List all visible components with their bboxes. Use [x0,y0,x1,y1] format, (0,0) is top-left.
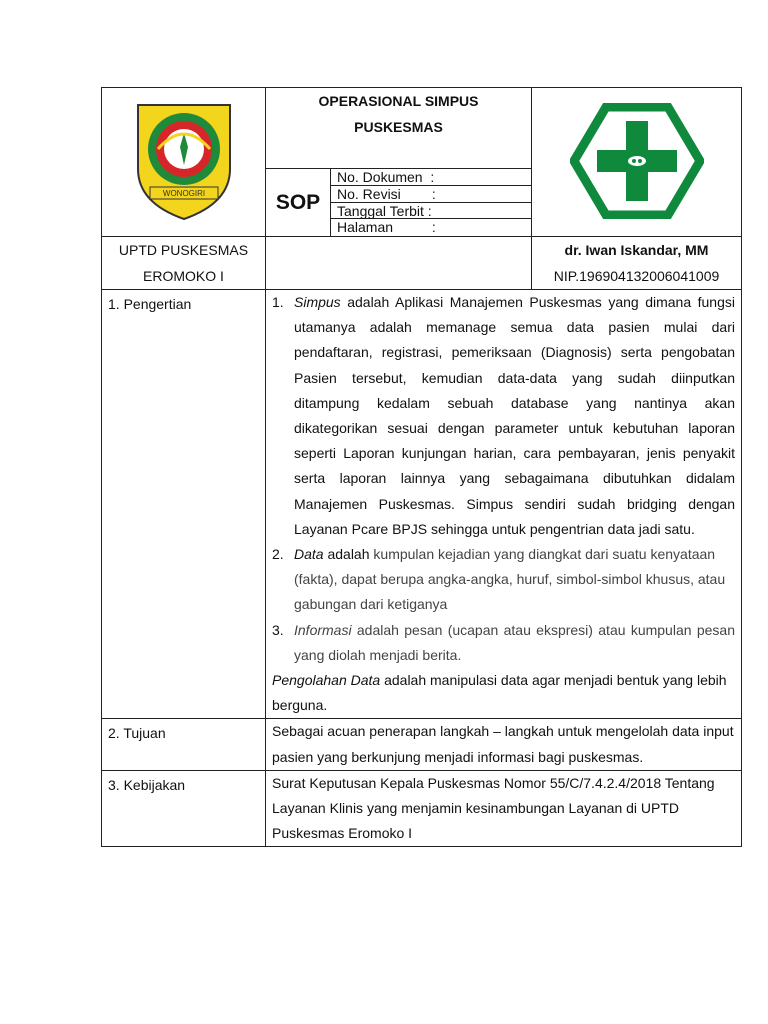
section-content-pengertian [266,290,742,719]
definition-data-a: adalah [323,546,370,563]
definition-simpus: adalah Aplikasi Manajemen Puskesmas yang dimana fungsi utamanya adalah memanage semua data pasien mulai dari pendaftaran, registrasi, pemeriksaan (Diagnosis) serta pengobatan Pasien tersebut, kemudian data-data yang sudah diinputkan ditampung kedalam sebuah database yang nantinya akan dikategorikan sesuai dengan parameter untuk kebutuhan laporan seperti Laporan kunjungan harian, cara pembayaran, jenis penyakit serta laporan lainnya yang sebagaimana dibutuhkan didalam Manajemen Puskesmas. Simpus sendiri sudah bridging dengan Layanan Pcare BPJS sehingga untuk pengentrian data jadi satu. [294,294,735,537]
unit-name-cell [102,237,266,290]
meta-rows [331,169,531,236]
meta-no-dokumen: No. Dokumen : [331,169,531,186]
title-line-1: OPERASIONAL SIMPUS [318,93,479,109]
sop-document [101,87,741,847]
signer-name: dr. Iwan Iskandar, MM [564,242,709,258]
term-data: Data [294,546,324,563]
puskesmas-logo-cell [532,88,742,237]
list-text [294,618,735,668]
term-informasi: Informasi [294,621,352,638]
section-content-kebijakan: Surat Keputusan Kepala Puskesmas Nomor 55/C/7.4.2.4/2018 Tentang Layanan Klinis yang menjamin kesinambungan Layanan di UPTD Puskesmas Eromoko I [266,770,742,847]
section-label-kebijakan: 3. Kebijakan [102,770,266,847]
signer-cell [532,237,742,290]
list-text [294,542,735,618]
list-item [272,290,735,542]
section-content-tujuan: Sebagai acuan penerapan langkah – langkah untuk mengelolah data input pasien yang berkunjung menjadi informasi bagi puskesmas. [266,719,742,770]
list-number: 2. [272,546,284,563]
sop-label: SOP [266,169,331,236]
blank-cell [266,237,532,290]
signer-nip: NIP.196904132006041009 [553,268,720,284]
document-title [266,88,531,169]
list-number: 1. [272,294,284,310]
meta-tanggal-terbit: Tanggal Terbit : [331,203,531,220]
meta-no-revisi: No. Revisi : [331,186,531,203]
sop-table [101,87,742,847]
definition-informasi: adalah pesan (ucapan atau ekspresi) atau kumpulan pesan yang diolah menjadi berita. [294,621,735,663]
list-item [272,542,735,618]
title-cell [266,88,532,237]
section-label-tujuan: 2. Tujuan [102,719,266,770]
term-simpus: Simpus [294,294,341,310]
puskesmas-logo-icon [570,103,704,219]
emblem-text: WONOGIRI [162,188,205,198]
regency-logo-cell [102,88,266,237]
closing-definition [272,668,735,718]
unit-line-1: UPTD PUSKESMAS [118,242,249,258]
definition-data-b: kumpulan kejadian yang diangkat dari suatu kenyataan (fakta), dapat berupa angka-angka, huruf, simbol-simbol khusus, atau gabungan dari ketiganya [294,546,726,613]
wonogiri-emblem-icon [128,99,240,223]
meta-halaman: Halaman : [337,219,436,236]
unit-line-2: EROMOKO I [143,268,224,284]
section-label-pengertian: 1. Pengertian [102,290,266,719]
definition-pengolahan-data: adalah manipulasi data agar menjadi bentuk yang lebih berguna. [272,672,727,714]
title-line-2: PUSKESMAS [354,119,443,135]
list-text [294,290,735,542]
list-item [272,618,735,668]
term-pengolahan-data: Pengolahan Data [272,672,381,689]
document-meta [266,169,531,236]
list-number: 3. [272,621,284,638]
